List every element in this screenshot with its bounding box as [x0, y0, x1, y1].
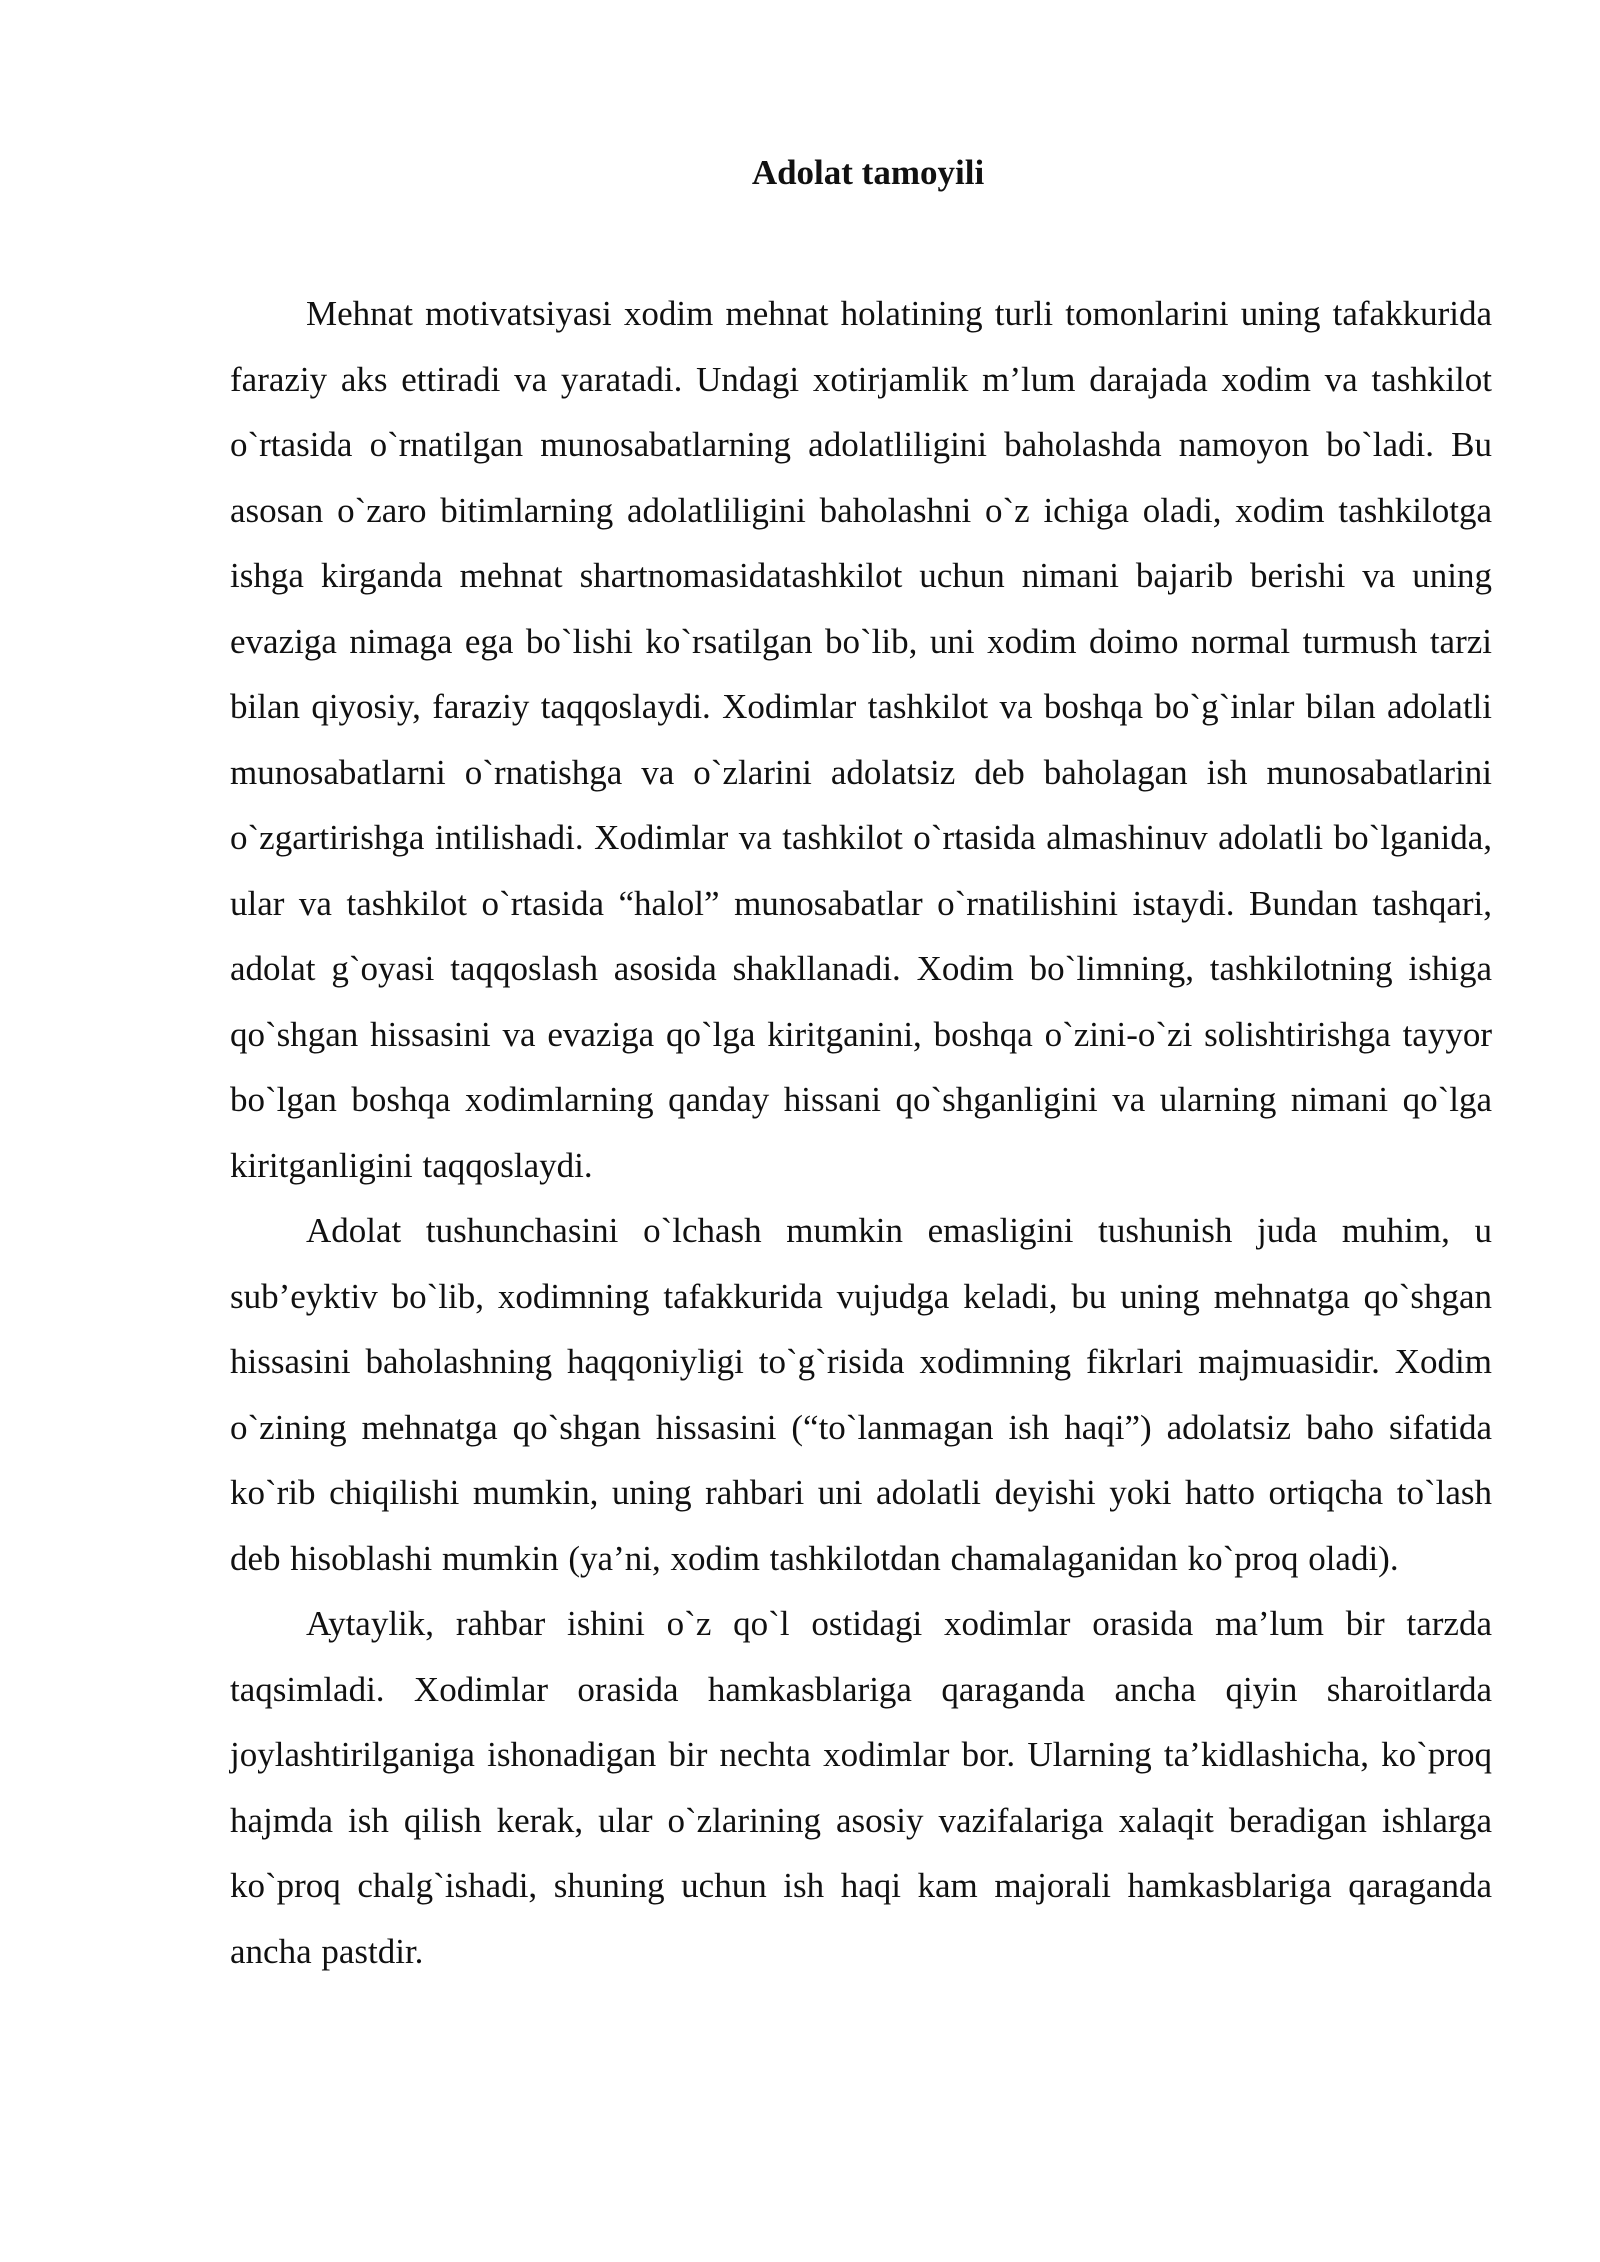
document-page — [230, 140, 1492, 1984]
page-title: Adolat tamoyili — [751, 153, 985, 192]
paragraph-1: Mehnat motivatsiyasi xodim mehnat holatining turli tomonlarini uning tafakkurida faraziy aks ettiradi va yaratadi. Undagi xotirjamlik m’lum darajada xodim va tashkilot o`rtasida o`rnatilgan munosabatlarning adolatliligini baholashda namoyon bo`ladi. Bu asosan o`zaro bitimlarning adolatliligini baholashni o`z ichiga oladi, xodim tashkilotga ishga kirganda mehnat shartnomasidatashkilot uchun nimani bajarib berishi va uning evaziga nimaga ega bo`lishi ko`rsatilgan bo`lib, uni xodim doimo normal turmush tarzi bilan qiyosiy, faraziy taqqoslaydi. Xodimlar tashkilot va boshqa bo`g`inlar bilan adolatli munosabatlarni o`rnatishga va o`zlarini adolatsiz deb baholagan ish munosabatlarini o`zgartirishga intilishadi. Xodimlar va tashkilot o`rtasida almashinuv adolatli bo`lganida, ular va tashkilot o`rtasida “halol” munosabatlar o`rnatilishini istaydi. Bundan tashqari, adolat g`oyasi taqqoslash asosida shakllanadi. Xodim bo`limning, tashkilotning ishiga qo`shgan hissasini va evaziga qo`lga kiritganini, boshqa o`zini-o`zi solishtirishga tayyor bo`lgan boshqa xodimlarning qanday hissani qo`shganligini va ularning nimani qo`lga kiritganligini taqqoslaydi. — [230, 294, 1492, 1185]
paragraph-2: Adolat tushunchasini o`lchash mumkin emasligini tushunish juda muhim, u sub’eyktiv bo`lib, xodimning tafakkurida vujudga keladi, bu uning mehnatga qo`shgan hissasini baholashning haqqoniyligi to`g`risida xodimning fikrlari majmuasidir. Xodim o`zining mehnatga qo`shgan hissasini (“to`lanmagan ish haqi”) adolatsiz baho sifatida ko`rib chiqilishi mumkin, uning rahbari uni adolatli deyishi yoki hatto ortiqcha to`lash deb hisoblashi mumkin (ya’ni, xodim tashkilotdan chamalaganidan ko`proq oladi). — [230, 1211, 1492, 1578]
paragraph-3: Aytaylik, rahbar ishini o`z qo`l ostidagi xodimlar orasida ma’lum bir tarzda taqsimladi. Xodimlar orasida hamkasblariga qaraganda ancha qiyin sharoitlarda joylashtirilganiga ishonadigan bir nechta xodimlar bor. Ularning ta’kidlashicha, ko`proq hajmda ish qilish kerak, ular o`zlarining asosiy vazifalariga xalaqit beradigan ishlarga ko`proq chalg`ishadi, shuning uchun ish haqi kam majorali hamkasblariga qaraganda ancha pastdir. — [230, 1604, 1492, 1971]
